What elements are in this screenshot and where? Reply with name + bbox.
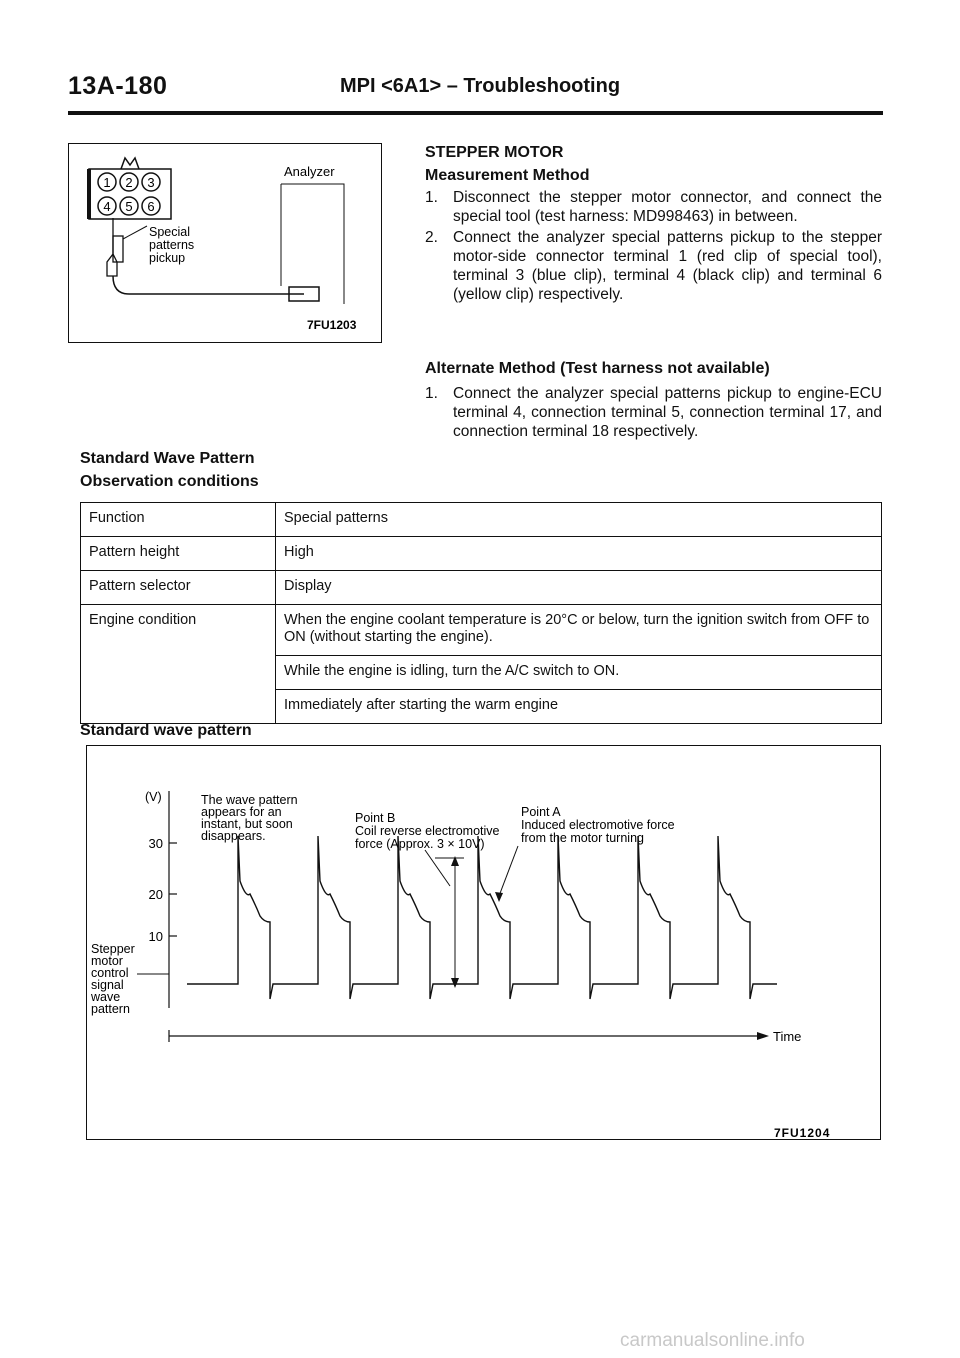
page-number: 13A-180 [68,72,168,100]
axis-caption-line5: wave [91,990,121,1004]
table-cell-value: Special patterns [276,503,882,537]
pickup-label-line1: Special [149,225,190,239]
stepper-heading: STEPPER MOTOR [425,144,564,161]
table-cell-label: Pattern height [81,537,276,571]
table-row [81,503,882,537]
watermark: carmanualsonline.info [620,1330,805,1351]
table-row [81,571,882,605]
pin-label-2: 2 [125,175,133,190]
y-tick-label-10: 10 [148,929,163,944]
step-text: Disconnect the stepper motor connector, and connect the special tool (test harness: MD998463) in between. [453,189,882,225]
pin-label-6: 6 [147,199,155,214]
note-instant-line1: The wave pattern [201,793,298,807]
analyzer-label: Analyzer [284,164,335,179]
step-text: Connect the analyzer special patterns pickup to the stepper motor-side connector terminal 1 (red clip of special tool), terminal 3 (blue clip), terminal 4 (black clip) and terminal 6 (yellow clip) respectively. [453,229,882,303]
table-cell-value: High [276,537,882,571]
step-text: Connect the analyzer special patterns pickup to engine-ECU terminal 4, connection terminal 5, connection terminal 17, and connection terminal 18 respectively. [453,385,882,440]
pickup-leader [123,226,147,239]
measurement-method-heading: Measurement Method [425,167,590,184]
connector-edge [87,169,91,219]
observation-conditions-table [80,502,882,724]
header-rule [68,111,883,115]
point-b-line3: force (Approx. 3 × 10V) [355,837,485,851]
pickup-label-line3: pickup [149,251,186,265]
note-instant-line2: appears for an [201,805,282,819]
table-cell-value: When the engine coolant temperature is 20°C or below, turn the ignition switch from OFF to ON (without starting the engine). [276,605,882,656]
wave-path [187,836,777,999]
axis-caption-line3: control [91,966,129,980]
table-cell-value: Display [276,571,882,605]
point-a-line1: Point A [521,805,561,819]
axis-caption-line6: pattern [91,1002,130,1016]
table-cell-value: Immediately after starting the warm engine [276,690,882,724]
figure2-code: 7FU1204 [774,1126,831,1140]
pickup-cable [113,276,304,294]
axis-caption-line1: Stepper [91,942,135,956]
pickup-probe [107,218,117,276]
alternate-step-1 [425,384,882,441]
connector-latch [121,158,139,169]
point-b-line2: Coil reverse electromotive [355,824,500,838]
point-a-line3: from the motor turning [521,831,644,845]
pin-label-4: 4 [103,199,111,214]
measurement-step-2 [425,228,882,304]
alternate-method-heading: Alternate Method (Test harness not available) [425,360,770,377]
wave-pattern-diagram [87,746,882,1141]
note-instant-line4: disappears. [201,829,266,843]
point-a-leader [499,846,518,896]
y-unit: (V) [145,790,162,804]
point-a-line2: Induced electromotive force [521,818,675,832]
table-cell-value: While the engine is idling, turn the A/C switch to ON. [276,656,882,690]
observation-conditions-heading: Observation conditions [80,473,259,490]
pin-label-5: 5 [125,199,133,214]
page-title: MPI <6A1> – Troubleshooting [340,75,621,97]
wave-trace [187,836,777,999]
point-b-arrow-down [451,978,459,988]
analyzer-outline [281,184,344,304]
measurement-step-1 [425,188,882,226]
y-tick-label-20: 20 [148,887,163,902]
table-row [81,605,882,656]
table-cell-label: Function [81,503,276,537]
axis-caption-line4: signal [91,978,124,992]
point-a-arrow [495,892,503,902]
point-b-leader [425,850,450,886]
figure1-code: 7FU1203 [307,318,357,332]
table-cell-label: Pattern selector [81,571,276,605]
wave-pattern-figure [86,745,881,1140]
analyzer-connection-diagram [69,144,383,344]
pin-label-3: 3 [147,175,155,190]
time-axis-arrow [757,1032,769,1040]
wave-pattern-heading: Standard wave pattern [80,722,252,739]
y-tick-label-30: 30 [148,836,163,851]
pickup-label-line2: patterns [149,238,195,252]
note-instant-line3: instant, but soon [201,817,293,831]
step-number: 2. [425,229,438,246]
step-number: 1. [425,385,438,402]
step-number: 1. [425,189,438,206]
table-row [81,537,882,571]
time-label: Time [773,1029,802,1044]
axis-caption-line2: motor [91,954,123,968]
point-b-line1: Point B [355,811,396,825]
table-cell-label: Engine condition [81,605,276,724]
standard-wave-pattern-heading: Standard Wave Pattern [80,450,255,467]
analyzer-connection-figure [68,143,382,343]
pin-label-1: 1 [103,175,111,190]
